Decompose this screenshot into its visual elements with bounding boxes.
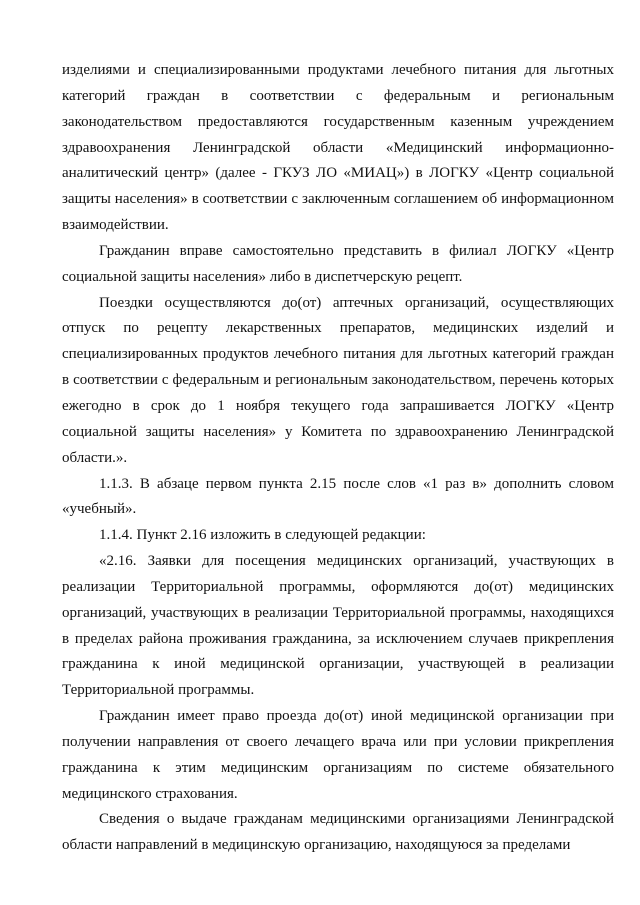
paragraph-2: Гражданин вправе самостоятельно представить в филиал ЛОГКУ «Центр социальной защиты населения» либо в диспетчерскую рецепт. — [62, 242, 614, 285]
paragraph-1: изделиями и специализированными продуктами лечебного питания для льготных категорий граждан в соответствии с федеральным и региональным законодательством предоставляются государственным казенным учреждением здравоохранения Ленинградской области «Медицинский информационно-аналитический центр» (далее - ГКУЗ ЛО «МИАЦ») в ЛОГКУ «Центр социальной защиты населения» в соответствии с заключенным соглашением об информационном взаимодействии. — [62, 62, 614, 234]
paragraph-7: Гражданин имеет право проезда до(от) иной медицинской организации при получении направления от своего лечащего врача или при условии прикрепления гражданина к этим медицинским организациям по системе обязательного медицинского страхования. — [62, 708, 614, 802]
paragraph-4: 1.1.3. В абзаце первом пункта 2.15 после слов «1 раз в» дополнить словом «учебный». — [62, 475, 614, 518]
document-body — [62, 58, 614, 859]
paragraph-6: «2.16. Заявки для посещения медицинских организаций, участвующих в реализации Территориальной программы, оформляются до(от) медицинских организаций, участвующих в реализации Территориальной программы, находящихся в пределах района проживания гражданина, за исключением случаев прикрепления гражданина к иной медицинской организации, участвующей в реализации Территориальной программы. — [62, 553, 614, 699]
paragraph-3: Поездки осуществляются до(от) аптечных организаций, осуществляющих отпуск по рецепту лекарственных препаратов, медицинских изделий и специализированных продуктов лечебного питания для льготных категорий граждан в соответствии с федеральным и региональным законодательством, перечень которых ежегодно в срок до 1 ноября текущего года запрашивается ЛОГКУ «Центр социальной защиты населения» у Комитета по здравоохранению Ленинградской области.». — [62, 294, 614, 466]
paragraph-8: Сведения о выдаче гражданам медицинскими организациями Ленинградской области направлений в медицинскую организацию, находящуюся за пределами — [62, 811, 614, 854]
paragraph-5: 1.1.4. Пункт 2.16 изложить в следующей редакции: — [99, 527, 426, 544]
